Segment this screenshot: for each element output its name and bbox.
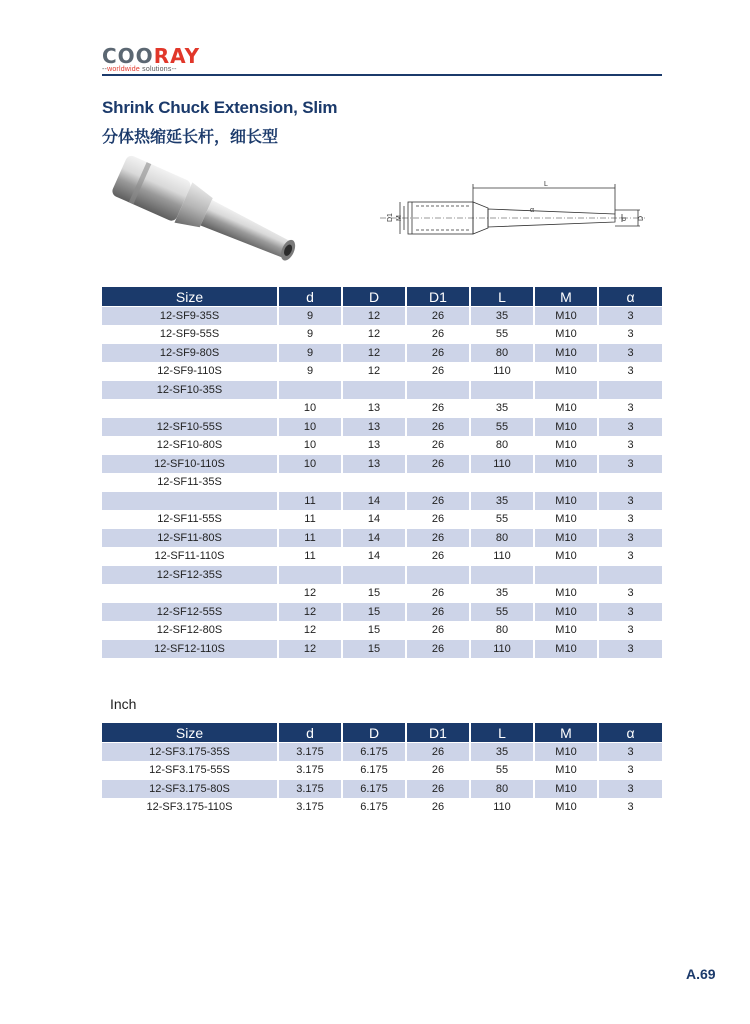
value-cell: M10: [534, 529, 598, 548]
value-cell: 35: [470, 584, 534, 603]
value-cell: M10: [534, 547, 598, 566]
value-cell: 6.175: [342, 798, 406, 816]
value-cell: 3: [598, 547, 662, 566]
value-cell: 35: [470, 743, 534, 762]
column-header: D: [342, 287, 406, 307]
size-cell: 12-SF10-110S: [102, 455, 278, 474]
value-cell: 11: [278, 510, 342, 529]
value-cell: [470, 473, 534, 492]
value-cell: 26: [406, 492, 470, 511]
value-cell: M10: [534, 455, 598, 474]
value-cell: 3: [598, 743, 662, 762]
table-row: [102, 418, 662, 437]
value-cell: 110: [470, 640, 534, 658]
value-cell: M10: [534, 362, 598, 381]
value-cell: M10: [534, 510, 598, 529]
value-cell: M10: [534, 743, 598, 762]
value-cell: [278, 381, 342, 400]
value-cell: 11: [278, 529, 342, 548]
value-cell: 14: [342, 547, 406, 566]
size-cell: 12-SF11-55S: [102, 510, 278, 529]
value-cell: 26: [406, 621, 470, 640]
value-cell: M10: [534, 418, 598, 437]
column-header: d: [278, 287, 342, 307]
value-cell: M10: [534, 344, 598, 363]
table-row: [102, 473, 662, 492]
value-cell: 26: [406, 362, 470, 381]
inch-section-label: Inch: [110, 696, 137, 712]
size-cell: 12-SF11-35S: [102, 473, 278, 492]
tagline-word: worldwide: [107, 66, 140, 73]
value-cell: 10: [278, 455, 342, 474]
column-header: α: [598, 287, 662, 307]
value-cell: 55: [470, 510, 534, 529]
logo-prefix: COO: [102, 44, 154, 68]
value-cell: [342, 381, 406, 400]
value-cell: M10: [534, 798, 598, 816]
value-cell: 26: [406, 529, 470, 548]
value-cell: 35: [470, 307, 534, 326]
table-row: [102, 455, 662, 474]
tagline-rest: solutions--: [140, 66, 177, 73]
value-cell: 10: [278, 436, 342, 455]
value-cell: 15: [342, 603, 406, 622]
column-header: M: [534, 287, 598, 307]
table-row: [102, 621, 662, 640]
drawing-label-M: M: [396, 215, 403, 221]
value-cell: 3: [598, 418, 662, 437]
value-cell: 6.175: [342, 780, 406, 799]
value-cell: 80: [470, 436, 534, 455]
inch-spec-table: [102, 723, 662, 816]
value-cell: 10: [278, 399, 342, 418]
value-cell: 26: [406, 436, 470, 455]
value-cell: 26: [406, 418, 470, 437]
size-cell: 12-SF3.175-35S: [102, 743, 278, 762]
value-cell: 3.175: [278, 798, 342, 816]
value-cell: 80: [470, 344, 534, 363]
value-cell: 26: [406, 603, 470, 622]
value-cell: [470, 566, 534, 585]
tagline-prefix: --: [102, 66, 108, 73]
value-cell: 110: [470, 362, 534, 381]
value-cell: 55: [470, 761, 534, 780]
table-row: [102, 510, 662, 529]
value-cell: [278, 473, 342, 492]
size-cell: 12-SF12-55S: [102, 603, 278, 622]
column-header: D1: [406, 287, 470, 307]
value-cell: 15: [342, 584, 406, 603]
value-cell: 12: [342, 362, 406, 381]
value-cell: 13: [342, 399, 406, 418]
column-header: Size: [102, 723, 278, 743]
value-cell: [470, 381, 534, 400]
value-cell: 14: [342, 529, 406, 548]
size-cell: 12-SF12-35S: [102, 566, 278, 585]
value-cell: 3: [598, 761, 662, 780]
size-cell: 12-SF12-80S: [102, 621, 278, 640]
value-cell: [598, 473, 662, 492]
table-row: [102, 529, 662, 548]
size-cell: 12-SF3.175-55S: [102, 761, 278, 780]
table-row: [102, 798, 662, 816]
value-cell: 12: [342, 344, 406, 363]
value-cell: [406, 566, 470, 585]
value-cell: 6.175: [342, 761, 406, 780]
value-cell: 14: [342, 492, 406, 511]
value-cell: 55: [470, 418, 534, 437]
value-cell: 35: [470, 399, 534, 418]
value-cell: M10: [534, 584, 598, 603]
value-cell: 3: [598, 307, 662, 326]
value-cell: 3: [598, 436, 662, 455]
value-cell: 12: [342, 325, 406, 344]
value-cell: M10: [534, 603, 598, 622]
table-row: [102, 547, 662, 566]
column-header: α: [598, 723, 662, 743]
column-header: L: [470, 723, 534, 743]
value-cell: 26: [406, 547, 470, 566]
product-title-cn: 分体热缩延长杆，细长型: [102, 129, 279, 146]
value-cell: 11: [278, 547, 342, 566]
value-cell: 11: [278, 492, 342, 511]
value-cell: 9: [278, 362, 342, 381]
value-cell: 3: [598, 640, 662, 658]
value-cell: 26: [406, 640, 470, 658]
company-logo: [102, 44, 200, 73]
value-cell: 12: [278, 603, 342, 622]
size-cell: 12-SF9-55S: [102, 325, 278, 344]
value-cell: 9: [278, 325, 342, 344]
value-cell: 26: [406, 798, 470, 816]
value-cell: 14: [342, 510, 406, 529]
size-cell: 12-SF10-55S: [102, 418, 278, 437]
technical-drawing: [370, 180, 660, 255]
drawing-label-d: d: [621, 217, 628, 221]
value-cell: 26: [406, 344, 470, 363]
value-cell: 26: [406, 399, 470, 418]
size-cell: 12-SF10-35S: [102, 381, 278, 400]
value-cell: 26: [406, 325, 470, 344]
column-header: Size: [102, 287, 278, 307]
value-cell: 3: [598, 344, 662, 363]
value-cell: 3: [598, 621, 662, 640]
value-cell: 3: [598, 399, 662, 418]
value-cell: 3.175: [278, 780, 342, 799]
value-cell: 3: [598, 362, 662, 381]
column-header: M: [534, 723, 598, 743]
value-cell: 3: [598, 325, 662, 344]
value-cell: 110: [470, 798, 534, 816]
size-cell: 12-SF9-35S: [102, 307, 278, 326]
value-cell: 80: [470, 780, 534, 799]
table-row: [102, 761, 662, 780]
value-cell: 26: [406, 307, 470, 326]
table-row: [102, 492, 662, 511]
value-cell: 9: [278, 307, 342, 326]
table-row: [102, 399, 662, 418]
table-row: [102, 344, 662, 363]
value-cell: [342, 473, 406, 492]
table-header-row: [102, 723, 662, 743]
value-cell: 26: [406, 510, 470, 529]
value-cell: M10: [534, 621, 598, 640]
value-cell: M10: [534, 780, 598, 799]
table-row: [102, 780, 662, 799]
drawing-label-alpha: α: [530, 207, 535, 214]
value-cell: 12: [278, 584, 342, 603]
table-row: [102, 603, 662, 622]
header-divider: [102, 74, 662, 76]
value-cell: M10: [534, 307, 598, 326]
size-cell: 12-SF12-110S: [102, 640, 278, 658]
size-cell: 12-SF11-110S: [102, 547, 278, 566]
value-cell: 55: [470, 325, 534, 344]
value-cell: M10: [534, 492, 598, 511]
table-row: [102, 640, 662, 658]
value-cell: M10: [534, 399, 598, 418]
product-title-en: Shrink Chuck Extension, Slim: [102, 98, 338, 117]
value-cell: 15: [342, 640, 406, 658]
value-cell: 26: [406, 455, 470, 474]
table-row: [102, 584, 662, 603]
value-cell: 55: [470, 603, 534, 622]
value-cell: M10: [534, 640, 598, 658]
value-cell: 26: [406, 584, 470, 603]
drawing-label-D1: D1: [387, 213, 394, 222]
value-cell: 3: [598, 603, 662, 622]
value-cell: [342, 566, 406, 585]
value-cell: 110: [470, 547, 534, 566]
drawing-label-L: L: [544, 181, 548, 188]
size-cell: 12-SF3.175-110S: [102, 798, 278, 816]
value-cell: 26: [406, 761, 470, 780]
column-header: D1: [406, 723, 470, 743]
value-cell: 3: [598, 510, 662, 529]
value-cell: 9: [278, 344, 342, 363]
value-cell: 13: [342, 455, 406, 474]
size-cell: [102, 399, 278, 418]
column-header: L: [470, 287, 534, 307]
value-cell: 12: [342, 307, 406, 326]
table-row: [102, 566, 662, 585]
column-header: d: [278, 723, 342, 743]
value-cell: 3: [598, 492, 662, 511]
table-row: [102, 436, 662, 455]
size-cell: 12-SF9-110S: [102, 362, 278, 381]
size-cell: 12-SF3.175-80S: [102, 780, 278, 799]
table-row: [102, 743, 662, 762]
value-cell: 10: [278, 418, 342, 437]
page-number: A.69: [686, 966, 716, 982]
value-cell: 6.175: [342, 743, 406, 762]
value-cell: 35: [470, 492, 534, 511]
value-cell: M10: [534, 761, 598, 780]
value-cell: 110: [470, 455, 534, 474]
value-cell: [534, 473, 598, 492]
value-cell: 13: [342, 418, 406, 437]
value-cell: 12: [278, 621, 342, 640]
value-cell: 3.175: [278, 761, 342, 780]
value-cell: 15: [342, 621, 406, 640]
value-cell: M10: [534, 436, 598, 455]
size-cell: 12-SF11-80S: [102, 529, 278, 548]
drawing-label-D: D: [638, 215, 645, 221]
metric-spec-table: [102, 287, 662, 658]
value-cell: [406, 473, 470, 492]
size-cell: [102, 492, 278, 511]
value-cell: 3: [598, 529, 662, 548]
value-cell: M10: [534, 325, 598, 344]
value-cell: [406, 381, 470, 400]
value-cell: 26: [406, 780, 470, 799]
logo-suffix: RAY: [153, 44, 201, 68]
value-cell: 3: [598, 798, 662, 816]
table-header-row: [102, 287, 662, 307]
value-cell: 13: [342, 436, 406, 455]
value-cell: 80: [470, 529, 534, 548]
value-cell: 12: [278, 640, 342, 658]
value-cell: 3: [598, 455, 662, 474]
size-cell: [102, 584, 278, 603]
value-cell: [534, 381, 598, 400]
value-cell: 80: [470, 621, 534, 640]
value-cell: 3: [598, 780, 662, 799]
value-cell: 3.175: [278, 743, 342, 762]
value-cell: [598, 381, 662, 400]
value-cell: 3: [598, 584, 662, 603]
value-cell: [534, 566, 598, 585]
column-header: D: [342, 723, 406, 743]
value-cell: [598, 566, 662, 585]
size-cell: 12-SF9-80S: [102, 344, 278, 363]
logo-wordmark: [102, 44, 200, 68]
table-row: [102, 381, 662, 400]
table-row: [102, 362, 662, 381]
table-row: [102, 325, 662, 344]
size-cell: 12-SF10-80S: [102, 436, 278, 455]
product-photo: [88, 150, 318, 290]
value-cell: 26: [406, 743, 470, 762]
value-cell: [278, 566, 342, 585]
table-row: [102, 307, 662, 326]
